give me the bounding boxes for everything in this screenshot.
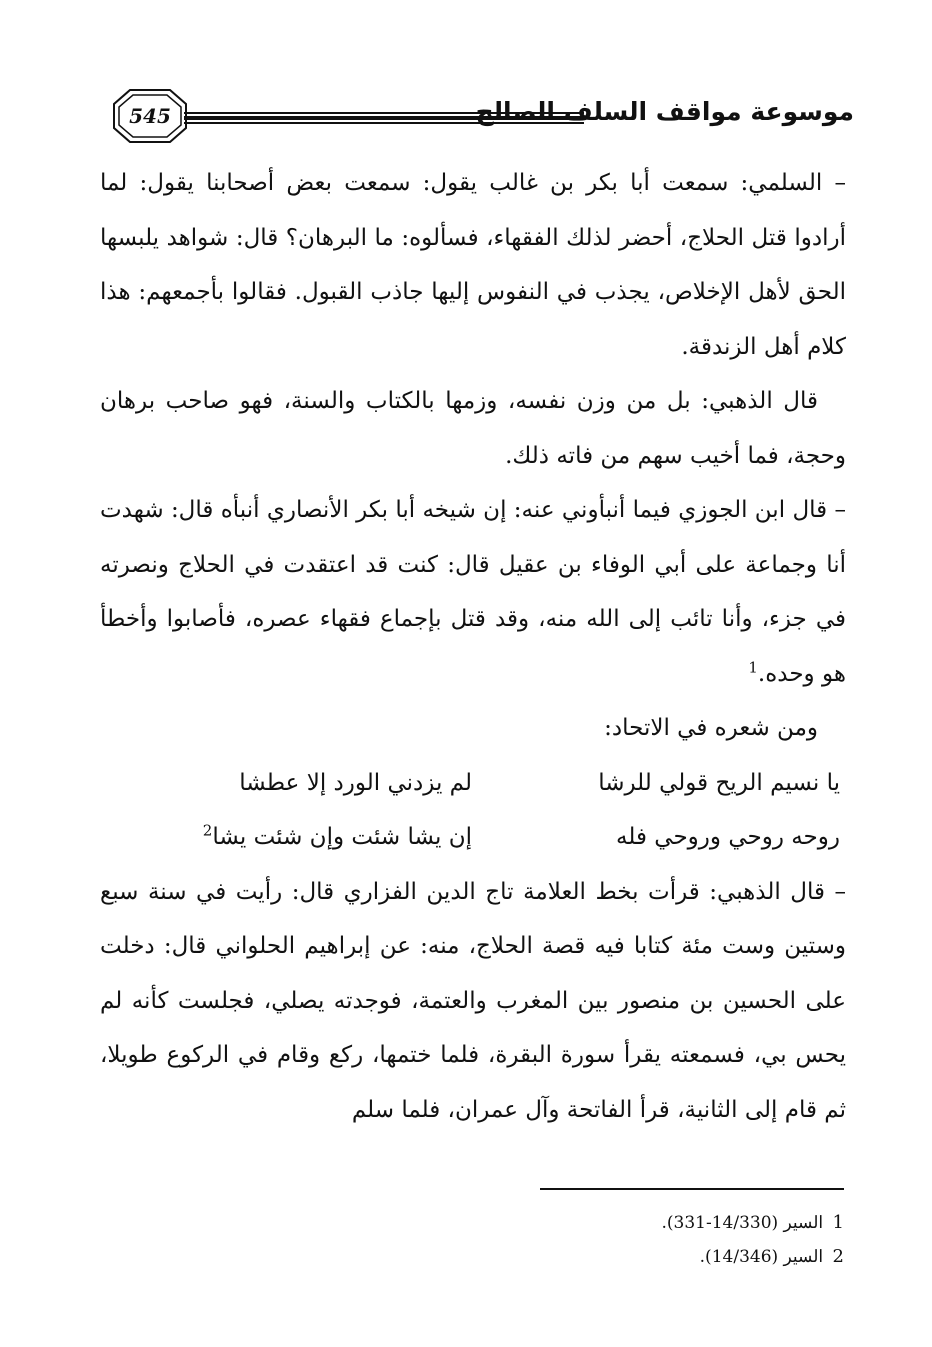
page-number: 545	[129, 104, 171, 128]
body-text	[100, 156, 846, 1137]
paragraph: قال الذهبي: بل من وزن نفسه، وزمها بالكتاب والسنة، فهو صاحب برهان وحجة، فما أخيب سهم من فاته ذلك.	[100, 388, 846, 469]
page-number-badge	[112, 88, 188, 144]
paragraph: – قال الذهبي: قرأت بخط العلامة تاج الدين الفزاري قال: رأيت في سنة سبع وستين وست مئة كتابا فيه قصة الحلاج، منه: عن إبراهيم الحلواني قال: دخلت على الحسين بن منصور بين المغرب والعتمة، فوجدته يصلي، فجلست كأنه لم يحس بي، فسمعته يقرأ سورة البقرة، فلما ختمها، ركع وقام في الركوع طويلا، ثم قام إلى الثانية، قرأ الفاتحة وآل عمران، فلما سلم	[100, 878, 846, 1123]
paragraph	[100, 483, 846, 701]
verse-line	[100, 810, 846, 865]
paragraph-text: – قال ابن الجوزي فيما أنبأوني عنه: إن شيخه أبا بكر الأنصاري أنبأه قال: شهدت أنا وجماعة على أبي الوفاء بن عقيل قال: كنت قد اعتقدت في الحلاج ونصرته في جزء، وأنا تائب إلى الله منه، وقد قتل بإجماع فقهاء عصره، فأصابوا وأخطأ هو وحده.	[100, 497, 846, 687]
verse-text: إن يشا شئت وإن شئت يشا	[212, 824, 472, 850]
footnotes	[460, 1206, 844, 1274]
footnote-number: 2	[832, 1246, 844, 1267]
verse-line	[100, 756, 846, 811]
book-title: موسوعة مواقف السلف الصالح	[475, 97, 854, 126]
footnote-ref[interactable]: 2	[202, 821, 213, 840]
verse-second-hemistich	[100, 810, 472, 865]
verse-second-hemistich: لم يزدني الورد إلا عطشا	[239, 769, 472, 796]
paragraph: – السلمي: سمعت أبا بكر بن غالب يقول: سمعت بعض أصحابنا يقول: لما أرادوا قتل الحلاج، أحضر لذلك الفقهاء، فسألوه: ما البرهان؟ قال: شواهد يلبسها الحق لأهل الإخلاص، يجذب في النفوس إليها جاذب القبول. فقالوا بأجمعهم: هذا كلام أهل الزندقة.	[100, 170, 846, 360]
footnote-separator	[540, 1188, 844, 1190]
footnote	[460, 1206, 844, 1240]
verse-first-hemistich: روحه روحي وروحي فله	[616, 824, 840, 850]
footnote-ref[interactable]: 1	[748, 657, 758, 676]
footnote-text: السير (14/330-331).	[661, 1213, 824, 1233]
footnote-number: 1	[832, 1212, 844, 1233]
footnote	[460, 1240, 844, 1274]
paragraph: ومن شعره في الاتحاد:	[604, 715, 818, 741]
verse-first-hemistich: يا نسيم الريح قولي للرشا	[598, 769, 840, 796]
footnote-text: السير (14/346).	[699, 1247, 824, 1267]
